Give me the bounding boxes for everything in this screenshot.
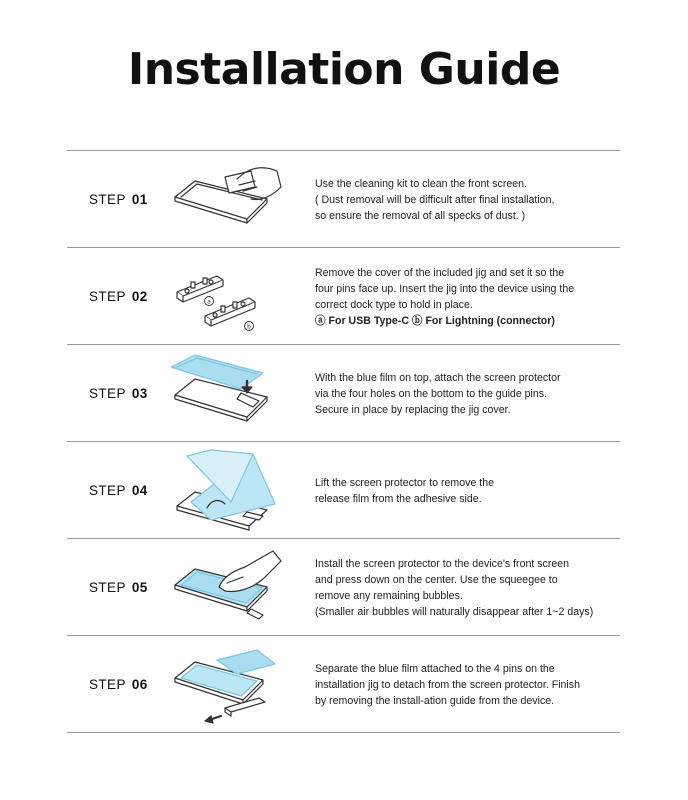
description-line: With the blue film on top, attach the screen protector bbox=[315, 371, 561, 384]
step-01 bbox=[67, 150, 620, 247]
lift-protector-icon bbox=[167, 448, 287, 533]
description-line: release film from the adhesive side. bbox=[315, 492, 482, 505]
step-04 bbox=[67, 441, 620, 538]
step-label bbox=[89, 539, 148, 636]
press-screen-icon bbox=[167, 545, 287, 630]
step-description bbox=[315, 539, 620, 636]
description-line: and press down on the center. Use the squeegee to bbox=[315, 573, 558, 586]
step-description bbox=[315, 345, 620, 442]
cleaning-kit-wipe-icon bbox=[167, 157, 287, 242]
step-03 bbox=[67, 344, 620, 441]
step-description bbox=[315, 442, 620, 539]
step-number: 01 bbox=[131, 192, 148, 207]
page-title: Installation Guide bbox=[127, 44, 561, 95]
step-word: STEP bbox=[89, 580, 126, 595]
svg-text:a: a bbox=[207, 298, 211, 306]
step-number: 05 bbox=[131, 580, 148, 595]
description-line: Use the cleaning kit to clean the front screen. bbox=[315, 177, 527, 190]
description-line: (Smaller air bubbles will naturally disappear after 1~2 days) bbox=[315, 605, 594, 618]
step-number: 03 bbox=[131, 386, 148, 401]
description-line: Lift the screen protector to remove the bbox=[315, 476, 495, 489]
steps-list bbox=[67, 150, 620, 733]
remove-blue-film-icon bbox=[167, 642, 287, 727]
installation-jig-icon bbox=[167, 254, 287, 339]
description-line: Separate the blue film attached to the 4 pins on the bbox=[315, 662, 555, 675]
description-line: Install the screen protector to the device's front screen bbox=[315, 557, 570, 570]
description-line: ( Dust removal will be difficult after final installation, bbox=[315, 193, 555, 206]
step-word: STEP bbox=[89, 677, 126, 692]
step-label bbox=[89, 442, 148, 539]
step-description bbox=[315, 151, 620, 248]
svg-text:b: b bbox=[247, 323, 251, 331]
step-word: STEP bbox=[89, 289, 126, 304]
step-description bbox=[315, 636, 620, 733]
attach-protector-icon bbox=[167, 351, 287, 436]
step-label bbox=[89, 636, 148, 733]
description-line: via the four holes on the bottom to the guide pins. bbox=[315, 387, 548, 400]
description-line: Remove the cover of the included jig and set it so the bbox=[315, 266, 565, 279]
step-label bbox=[89, 151, 148, 248]
description-line: Secure in place by replacing the jig cover. bbox=[315, 403, 511, 416]
step-label bbox=[89, 248, 148, 345]
step-number: 04 bbox=[131, 483, 148, 498]
step-word: STEP bbox=[89, 192, 126, 207]
description-line: correct dock type to hold in place. bbox=[315, 298, 473, 311]
description-line: by removing the install-ation guide from the device. bbox=[315, 694, 555, 707]
description-line: so ensure the removal of all specks of dust. ) bbox=[315, 209, 526, 222]
step-number: 06 bbox=[131, 677, 148, 692]
description-line: remove any remaining bubbles. bbox=[315, 589, 463, 602]
description-line: four pins face up. Insert the jig into the device using the bbox=[315, 282, 575, 295]
step-label bbox=[89, 345, 148, 442]
description-line: installation jig to detach from the screen protector. Finish bbox=[315, 678, 580, 691]
step-word: STEP bbox=[89, 483, 126, 498]
step-number: 02 bbox=[131, 289, 148, 304]
step-02 bbox=[67, 247, 620, 344]
step-05 bbox=[67, 538, 620, 635]
step-word: STEP bbox=[89, 386, 126, 401]
step-description bbox=[315, 248, 620, 345]
step-06 bbox=[67, 635, 620, 733]
dock-type-note: ⓐ For USB Type-C ⓑ For Lightning (connector) bbox=[315, 314, 555, 327]
